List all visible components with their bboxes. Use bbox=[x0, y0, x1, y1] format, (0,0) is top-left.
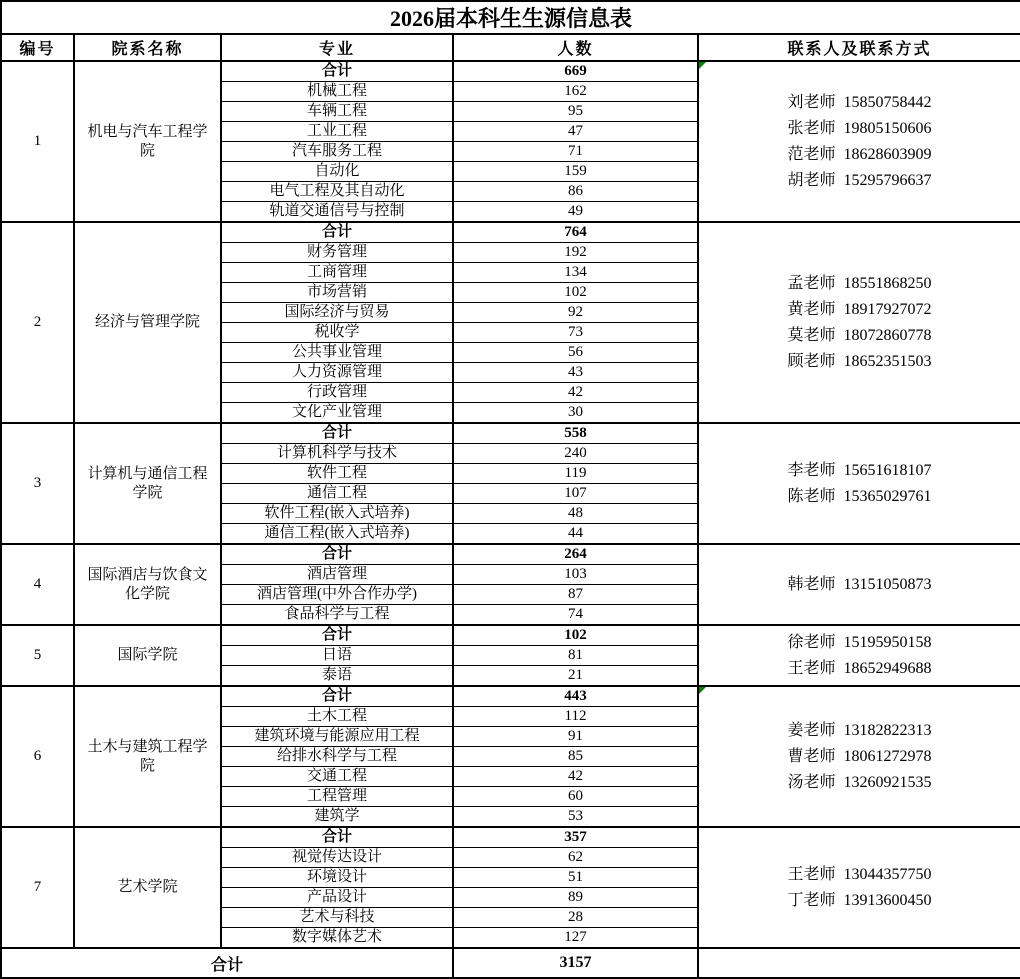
column-header-major: 专业 bbox=[221, 34, 453, 61]
cell-major-name: 通信工程 bbox=[221, 484, 453, 504]
cell-major-count: 86 bbox=[453, 182, 698, 202]
cell-major-name: 计算机科学与技术 bbox=[221, 444, 453, 464]
cell-major-name: 轨道交通信号与控制 bbox=[221, 202, 453, 223]
green-triangle-icon bbox=[699, 687, 706, 694]
section-5-subtotal-row bbox=[1, 625, 1020, 646]
table-title-row bbox=[1, 1, 1020, 34]
cell-major-count: 112 bbox=[453, 707, 698, 727]
cell-major-count: 44 bbox=[453, 524, 698, 545]
cell-major-name: 国际经济与贸易 bbox=[221, 303, 453, 323]
cell-department-name: 经济与管理学院 bbox=[74, 222, 221, 423]
contact-line: 徐老师 15195950158 bbox=[787, 633, 932, 651]
cell-subtotal-value: 764 bbox=[453, 222, 698, 243]
cell-major-count: 28 bbox=[453, 908, 698, 928]
cell-major-count: 30 bbox=[453, 403, 698, 424]
cell-major-count: 62 bbox=[453, 848, 698, 868]
cell-major-count: 95 bbox=[453, 102, 698, 122]
cell-contacts bbox=[698, 625, 1020, 686]
column-header-count: 人数 bbox=[453, 34, 698, 61]
cell-major-name: 人力资源管理 bbox=[221, 363, 453, 383]
cell-contacts bbox=[698, 222, 1020, 423]
cell-major-count: 73 bbox=[453, 323, 698, 343]
section-4-subtotal-row bbox=[1, 544, 1020, 565]
cell-major-name: 给排水科学与工程 bbox=[221, 747, 453, 767]
contact-line: 姜老师 13182822313 bbox=[787, 721, 932, 739]
cell-contacts bbox=[698, 61, 1020, 222]
cell-major-name: 通信工程(嵌入式培养) bbox=[221, 524, 453, 545]
cell-major-count: 103 bbox=[453, 565, 698, 585]
cell-major-count: 60 bbox=[453, 787, 698, 807]
grand-total-contacts-empty bbox=[698, 948, 1020, 978]
cell-major-count: 43 bbox=[453, 363, 698, 383]
cell-major-name: 软件工程 bbox=[221, 464, 453, 484]
cell-major-count: 192 bbox=[453, 243, 698, 263]
contact-line: 莫老师 18072860778 bbox=[787, 326, 932, 344]
cell-major-name: 软件工程(嵌入式培养) bbox=[221, 504, 453, 524]
cell-major-name: 泰语 bbox=[221, 666, 453, 687]
cell-major-count: 74 bbox=[453, 605, 698, 626]
cell-major-name: 食品科学与工程 bbox=[221, 605, 453, 626]
cell-major-name: 车辆工程 bbox=[221, 102, 453, 122]
cell-major-name: 酒店管理(中外合作办学) bbox=[221, 585, 453, 605]
cell-major-name: 土木工程 bbox=[221, 707, 453, 727]
contact-line: 孟老师 18551868250 bbox=[787, 274, 932, 292]
cell-department-no: 5 bbox=[1, 625, 74, 686]
section-3-subtotal-row bbox=[1, 423, 1020, 444]
cell-major-count: 119 bbox=[453, 464, 698, 484]
cell-subtotal-value: 558 bbox=[453, 423, 698, 444]
cell-major-name: 建筑学 bbox=[221, 807, 453, 828]
cell-department-name: 国际学院 bbox=[74, 625, 221, 686]
cell-major-count: 71 bbox=[453, 142, 698, 162]
cell-subtotal-value: 443 bbox=[453, 686, 698, 707]
cell-major-name: 酒店管理 bbox=[221, 565, 453, 585]
cell-major-count: 127 bbox=[453, 928, 698, 949]
contact-line: 丁老师 13913600450 bbox=[787, 891, 932, 909]
cell-major-count: 107 bbox=[453, 484, 698, 504]
section-2-subtotal-row bbox=[1, 222, 1020, 243]
contact-line: 韩老师 13151050873 bbox=[787, 575, 932, 593]
contact-line: 陈老师 15365029761 bbox=[787, 487, 932, 505]
cell-major-name: 行政管理 bbox=[221, 383, 453, 403]
cell-major-name: 艺术与科技 bbox=[221, 908, 453, 928]
grand-total-row bbox=[1, 948, 1020, 978]
cell-major-name: 工商管理 bbox=[221, 263, 453, 283]
cell-major-name: 自动化 bbox=[221, 162, 453, 182]
cell-major-name: 工程管理 bbox=[221, 787, 453, 807]
cell-major-count: 240 bbox=[453, 444, 698, 464]
grand-total-label: 合计 bbox=[1, 948, 453, 978]
cell-major-count: 48 bbox=[453, 504, 698, 524]
cell-subtotal-label: 合计 bbox=[221, 686, 453, 707]
cell-major-count: 91 bbox=[453, 727, 698, 747]
cell-major-name: 公共事业管理 bbox=[221, 343, 453, 363]
cell-major-count: 47 bbox=[453, 122, 698, 142]
contact-line: 曹老师 18061272978 bbox=[787, 747, 932, 765]
contact-line: 王老师 13044357750 bbox=[787, 865, 932, 883]
page-title: 2026届本科生生源信息表 bbox=[1, 1, 1020, 34]
cell-major-name: 环境设计 bbox=[221, 868, 453, 888]
cell-major-count: 81 bbox=[453, 646, 698, 666]
cell-subtotal-label: 合计 bbox=[221, 625, 453, 646]
cell-major-name: 财务管理 bbox=[221, 243, 453, 263]
cell-major-name: 汽车服务工程 bbox=[221, 142, 453, 162]
cell-major-name: 税收学 bbox=[221, 323, 453, 343]
column-header-no: 编号 bbox=[1, 34, 74, 61]
section-1-subtotal-row bbox=[1, 61, 1020, 82]
cell-major-name: 视觉传达设计 bbox=[221, 848, 453, 868]
cell-contacts bbox=[698, 544, 1020, 625]
contact-line: 李老师 15651618107 bbox=[787, 461, 932, 479]
contact-line: 张老师 19805150606 bbox=[787, 119, 932, 137]
cell-major-count: 21 bbox=[453, 666, 698, 687]
cell-subtotal-value: 102 bbox=[453, 625, 698, 646]
cell-major-name: 数字媒体艺术 bbox=[221, 928, 453, 949]
cell-major-name: 日语 bbox=[221, 646, 453, 666]
cell-subtotal-label: 合计 bbox=[221, 222, 453, 243]
column-header-contacts: 联系人及联系方式 bbox=[698, 34, 1020, 61]
cell-department-no: 7 bbox=[1, 827, 74, 948]
cell-subtotal-label: 合计 bbox=[221, 544, 453, 565]
cell-major-name: 市场营销 bbox=[221, 283, 453, 303]
cell-major-count: 134 bbox=[453, 263, 698, 283]
cell-contacts bbox=[698, 827, 1020, 948]
cell-subtotal-label: 合计 bbox=[221, 61, 453, 82]
cell-contacts bbox=[698, 686, 1020, 827]
cell-subtotal-label: 合计 bbox=[221, 423, 453, 444]
cell-department-name: 计算机与通信工程学院 bbox=[74, 423, 221, 544]
cell-major-count: 56 bbox=[453, 343, 698, 363]
column-header-college: 院系名称 bbox=[74, 34, 221, 61]
cell-major-count: 87 bbox=[453, 585, 698, 605]
contact-line: 顾老师 18652351503 bbox=[787, 352, 932, 370]
cell-major-count: 85 bbox=[453, 747, 698, 767]
cell-department-no: 3 bbox=[1, 423, 74, 544]
cell-major-name: 产品设计 bbox=[221, 888, 453, 908]
cell-major-count: 42 bbox=[453, 383, 698, 403]
cell-major-count: 92 bbox=[453, 303, 698, 323]
table-body bbox=[1, 61, 1020, 948]
cell-major-count: 159 bbox=[453, 162, 698, 182]
section-7-subtotal-row bbox=[1, 827, 1020, 848]
cell-department-name: 土木与建筑工程学院 bbox=[74, 686, 221, 827]
contact-line: 黄老师 18917927072 bbox=[787, 300, 932, 318]
cell-major-count: 53 bbox=[453, 807, 698, 828]
cell-major-count: 162 bbox=[453, 82, 698, 102]
cell-subtotal-value: 357 bbox=[453, 827, 698, 848]
cell-major-name: 交通工程 bbox=[221, 767, 453, 787]
cell-department-no: 4 bbox=[1, 544, 74, 625]
cell-major-count: 49 bbox=[453, 202, 698, 223]
cell-major-name: 文化产业管理 bbox=[221, 403, 453, 424]
green-triangle-icon bbox=[699, 62, 706, 69]
cell-department-name: 机电与汽车工程学院 bbox=[74, 61, 221, 222]
table-header-row bbox=[1, 34, 1020, 61]
cell-subtotal-value: 264 bbox=[453, 544, 698, 565]
contact-line: 王老师 18652949688 bbox=[787, 659, 932, 677]
cell-subtotal-label: 合计 bbox=[221, 827, 453, 848]
cell-major-count: 42 bbox=[453, 767, 698, 787]
cell-major-name: 机械工程 bbox=[221, 82, 453, 102]
cell-major-name: 建筑环境与能源应用工程 bbox=[221, 727, 453, 747]
cell-department-no: 2 bbox=[1, 222, 74, 423]
section-6-subtotal-row bbox=[1, 686, 1020, 707]
contact-line: 刘老师 15850758442 bbox=[787, 93, 932, 111]
contact-line: 范老师 18628603909 bbox=[787, 145, 932, 163]
contact-line: 胡老师 15295796637 bbox=[787, 171, 932, 189]
grand-total-value: 3157 bbox=[453, 948, 698, 978]
cell-major-count: 102 bbox=[453, 283, 698, 303]
cell-major-count: 51 bbox=[453, 868, 698, 888]
contact-line: 汤老师 13260921535 bbox=[787, 773, 932, 791]
cell-major-name: 电气工程及其自动化 bbox=[221, 182, 453, 202]
cell-contacts bbox=[698, 423, 1020, 544]
cell-department-name: 艺术学院 bbox=[74, 827, 221, 948]
cell-department-name: 国际酒店与饮食文化学院 bbox=[74, 544, 221, 625]
cell-subtotal-value: 669 bbox=[453, 61, 698, 82]
cell-department-no: 1 bbox=[1, 61, 74, 222]
cell-department-no: 6 bbox=[1, 686, 74, 827]
cell-major-name: 工业工程 bbox=[221, 122, 453, 142]
cell-major-count: 89 bbox=[453, 888, 698, 908]
